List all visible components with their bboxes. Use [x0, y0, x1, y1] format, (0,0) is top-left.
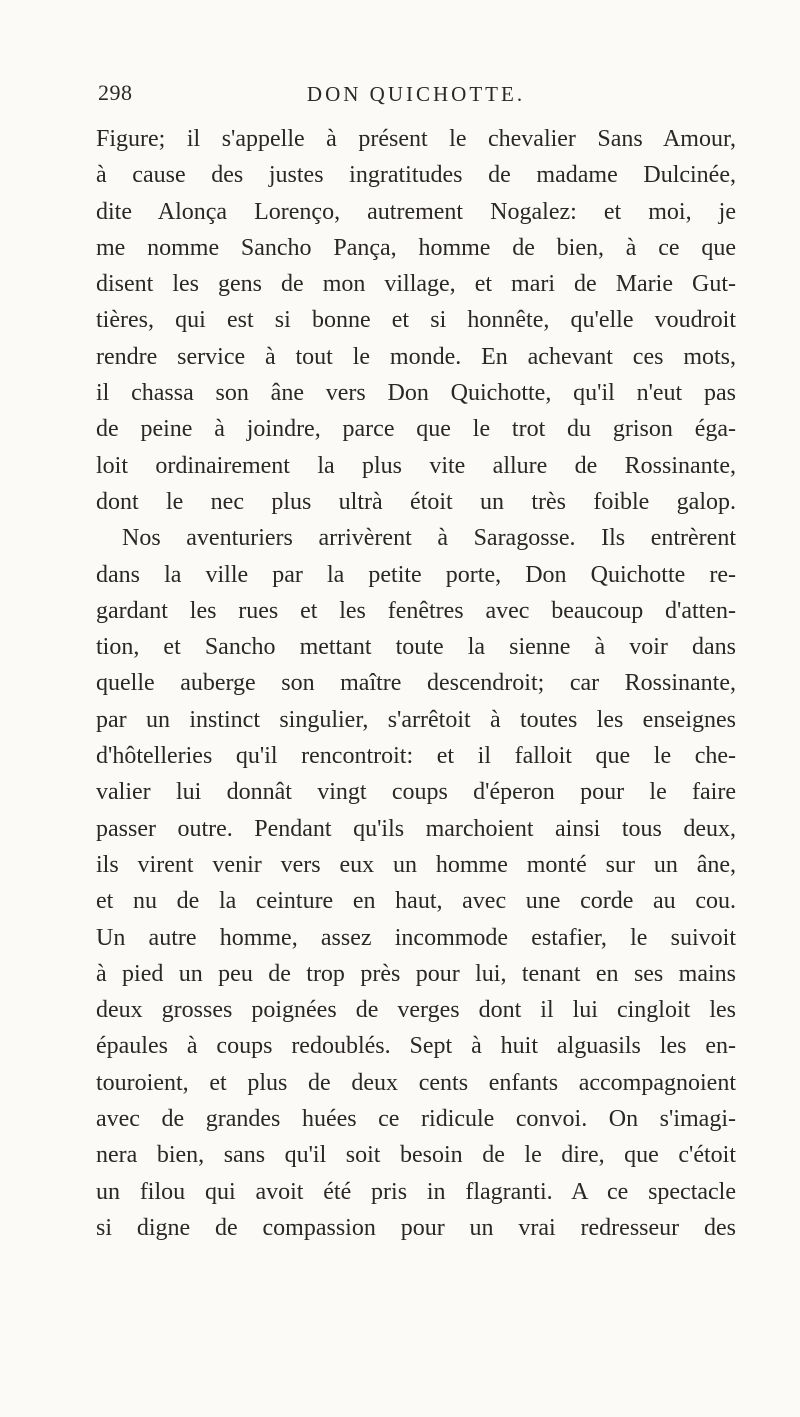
- text-line: dans la ville par la petite porte, Don Quichotte re-: [96, 561, 736, 588]
- page-number: 298: [98, 80, 133, 105]
- text-line: à cause des justes ingratitudes de madame Dulcinée,: [96, 162, 736, 189]
- text-line: touroient, et plus de deux cents enfants accompagnoient: [96, 1069, 736, 1096]
- text-line: loit ordinairement la plus vite allure de Rossinante,: [96, 452, 736, 479]
- text-line: me nomme Sancho Pança, homme de bien, à ce que: [96, 234, 736, 261]
- text-line: dont le nec plus ultrà étoit un très foible galop.: [96, 488, 736, 515]
- text-line: avec de grandes huées ce ridicule convoi. On s'imagi-: [96, 1106, 736, 1133]
- text-line: deux grosses poignées de verges dont il lui cingloit les: [96, 997, 736, 1024]
- text-line: épaules à coups redoublés. Sept à huit alguasils les en-: [96, 1033, 736, 1060]
- text-line: passer outre. Pendant qu'ils marchoient ainsi tous deux,: [96, 815, 736, 842]
- text-line: d'hôtelleries qu'il rencontroit: et il falloit que le che-: [96, 743, 736, 770]
- book-title: DON QUICHOTTE.: [306, 82, 526, 106]
- text-line: si digne de compassion pour un vrai redresseur des: [96, 1214, 736, 1241]
- body-text: [96, 121, 736, 1246]
- text-line: un filou qui avoit été pris in flagranti. A ce spectacle: [96, 1178, 736, 1205]
- text-line: tion, et Sancho mettant toute la sienne à voir dans: [96, 634, 736, 661]
- text-line: quelle auberge son maître descendroit; car Rossinante,: [96, 670, 736, 697]
- text-line: valier lui donnât vingt coups d'éperon pour le faire: [96, 779, 736, 806]
- running-head: [96, 80, 736, 110]
- text-line-paragraph-start: Nos aventuriers arrivèrent à Saragosse. Ils entrèrent: [122, 525, 736, 552]
- text-line: gardant les rues et les fenêtres avec beaucoup d'atten-: [96, 597, 736, 624]
- text-line: Figure; il s'appelle à présent le chevalier Sans Amour,: [96, 126, 736, 152]
- text-line: dite Alonça Lorenço, autrement Nogalez: et moi, je: [96, 198, 736, 225]
- text-line: par un instinct singulier, s'arrêtoit à toutes les enseignes: [96, 706, 736, 733]
- text-line: disent les gens de mon village, et mari de Marie Gut-: [96, 271, 736, 298]
- text-line: à pied un peu de trop près pour lui, tenant en ses mains: [96, 960, 736, 987]
- text-line: Un autre homme, assez incommode estafier, le suivoit: [96, 924, 736, 951]
- text-line: il chassa son âne vers Don Quichotte, qu'il n'eut pas: [96, 380, 736, 407]
- text-line: ils virent venir vers eux un homme monté sur un âne,: [96, 851, 736, 878]
- text-line: nera bien, sans qu'il soit besoin de le dire, que c'étoit: [96, 1142, 736, 1169]
- text-line: et nu de la ceinture en haut, avec une corde au cou.: [96, 888, 736, 915]
- text-line: rendre service à tout le monde. En achevant ces mots,: [96, 343, 736, 370]
- text-line: tières, qui est si bonne et si honnête, qu'elle voudroit: [96, 307, 736, 334]
- text-line: de peine à joindre, parce que le trot du grison éga-: [96, 416, 736, 443]
